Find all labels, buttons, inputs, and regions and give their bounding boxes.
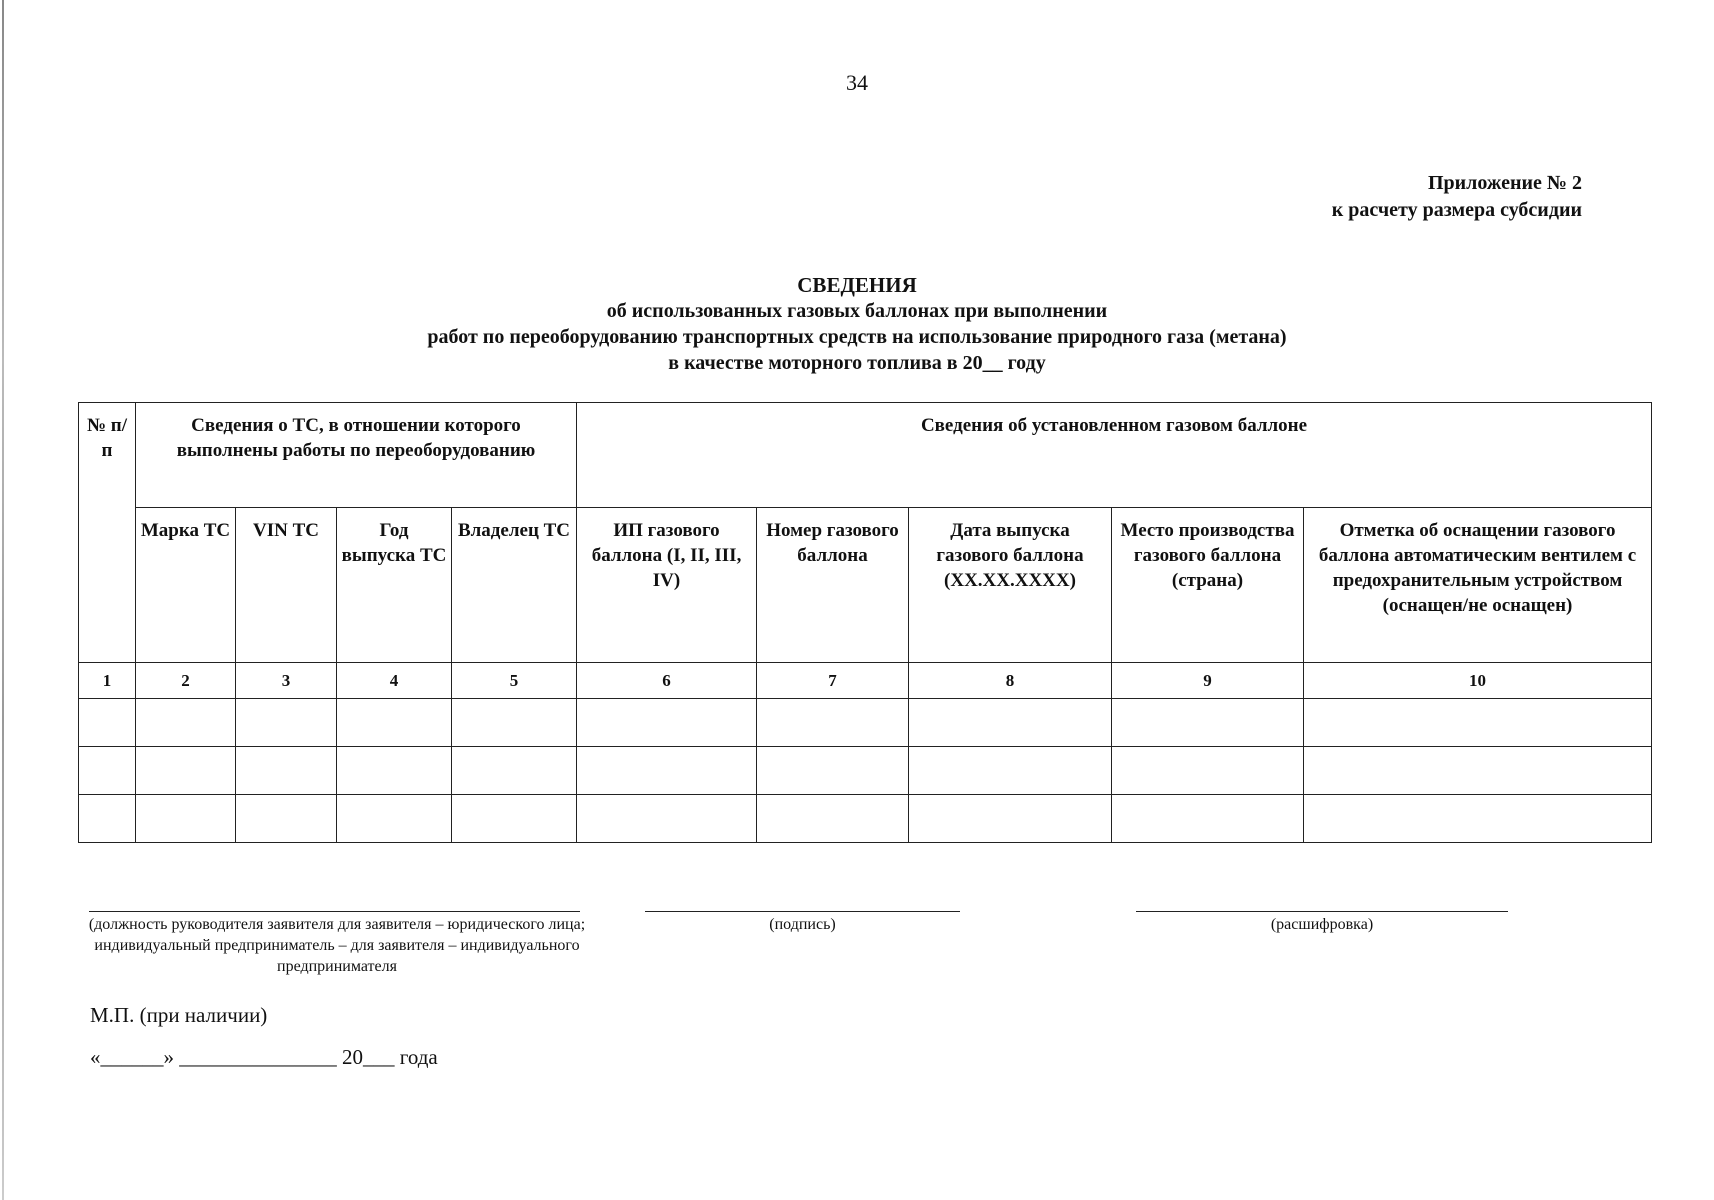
header-vehicle-brand: Марка ТС xyxy=(136,508,236,663)
scan-edge xyxy=(2,0,4,1200)
signature-line xyxy=(645,911,960,912)
decoding-caption: (расшифровка) xyxy=(1270,916,1374,933)
header-cylinder-valve: Отметка об оснащении газового баллона автоматическим вентилем с предохранительным устройством (оснащен/не оснащен) xyxy=(1304,508,1652,663)
table-row xyxy=(79,747,1652,795)
table-cell xyxy=(136,699,236,747)
column-number: 8 xyxy=(909,663,1112,699)
column-number: 9 xyxy=(1112,663,1304,699)
table-cell xyxy=(1112,699,1304,747)
table-cell xyxy=(757,795,909,843)
table-cell xyxy=(577,699,757,747)
header-vehicle-owner: Владелец ТС xyxy=(452,508,577,663)
position-caption: (должность руководителя заявителя для заявителя – юридического лица; индивидуальный предприниматель – для заявителя – индивидуального предпринимателя xyxy=(88,916,586,975)
table-cell xyxy=(1304,795,1652,843)
table-cell xyxy=(79,747,136,795)
column-number: 7 xyxy=(757,663,909,699)
table-row xyxy=(79,795,1652,843)
title-line-1: об использованных газовых баллонах при выполнении xyxy=(606,300,1108,322)
appendix-line-1: Приложение № 2 xyxy=(1427,172,1582,194)
table-cell xyxy=(236,747,337,795)
position-signature-line xyxy=(89,911,580,912)
header-cylinder-number: Номер газового баллона xyxy=(757,508,909,663)
table-cell xyxy=(757,699,909,747)
table-row xyxy=(79,699,1652,747)
header-number: № п/п xyxy=(79,403,136,663)
stamp-placeholder: М.П. (при наличии) xyxy=(90,1003,268,1027)
table-cell xyxy=(452,699,577,747)
table-cell xyxy=(1304,747,1652,795)
title-heading: СВЕДЕНИЯ xyxy=(797,273,917,297)
header-cylinder-country: Место производства газового баллона (страна) xyxy=(1112,508,1304,663)
header-cylinder-date: Дата выпуска газового баллона (ХХ.ХХ.ХХХХ) xyxy=(909,508,1112,663)
header-group-cylinder: Сведения об установленном газовом баллоне xyxy=(577,403,1652,508)
table-cell xyxy=(909,747,1112,795)
header-vehicle-year: Год выпуска ТС xyxy=(337,508,452,663)
table-cell xyxy=(909,699,1112,747)
column-number: 4 xyxy=(337,663,452,699)
table-cell xyxy=(1112,747,1304,795)
decoding-line xyxy=(1136,911,1508,912)
column-number: 6 xyxy=(577,663,757,699)
table-cell xyxy=(452,795,577,843)
page-number: 34 xyxy=(846,70,868,95)
table-cell xyxy=(452,747,577,795)
signature-caption: (подпись) xyxy=(769,916,836,933)
table-cell xyxy=(577,747,757,795)
document-title xyxy=(0,272,1714,376)
table-cell xyxy=(909,795,1112,843)
empty-rows xyxy=(79,699,1652,843)
column-number: 5 xyxy=(452,663,577,699)
header-group-vehicle: Сведения о ТС, в отношении которого выполнены работы по переоборудованию xyxy=(136,403,577,508)
column-number-row xyxy=(79,663,1652,699)
column-number: 1 xyxy=(79,663,136,699)
header-vehicle-vin: VIN ТС xyxy=(236,508,337,663)
table-cell xyxy=(79,795,136,843)
table-cell xyxy=(577,795,757,843)
column-number: 10 xyxy=(1304,663,1652,699)
table-cell xyxy=(136,795,236,843)
table-cell xyxy=(136,747,236,795)
table-cell xyxy=(1304,699,1652,747)
title-line-3: в качестве моторного топлива в 20__ году xyxy=(668,352,1046,374)
date-line: «______» _______________ 20___ года xyxy=(90,1045,438,1069)
column-number: 2 xyxy=(136,663,236,699)
appendix-line-2: к расчету размера субсидии xyxy=(1331,199,1582,221)
title-line-2: работ по переоборудованию транспортных средств на использование природного газа (метана) xyxy=(427,326,1287,348)
table-cell xyxy=(757,747,909,795)
cylinder-info-table xyxy=(78,402,1652,843)
table-cell xyxy=(236,795,337,843)
table-cell xyxy=(236,699,337,747)
appendix-note xyxy=(1332,170,1582,224)
table-cell xyxy=(1112,795,1304,843)
table-cell xyxy=(337,699,452,747)
column-number: 3 xyxy=(236,663,337,699)
table-cell xyxy=(337,747,452,795)
header-cylinder-type: ИП газового баллона (I, II, III, IV) xyxy=(577,508,757,663)
table-cell xyxy=(79,699,136,747)
table-cell xyxy=(337,795,452,843)
